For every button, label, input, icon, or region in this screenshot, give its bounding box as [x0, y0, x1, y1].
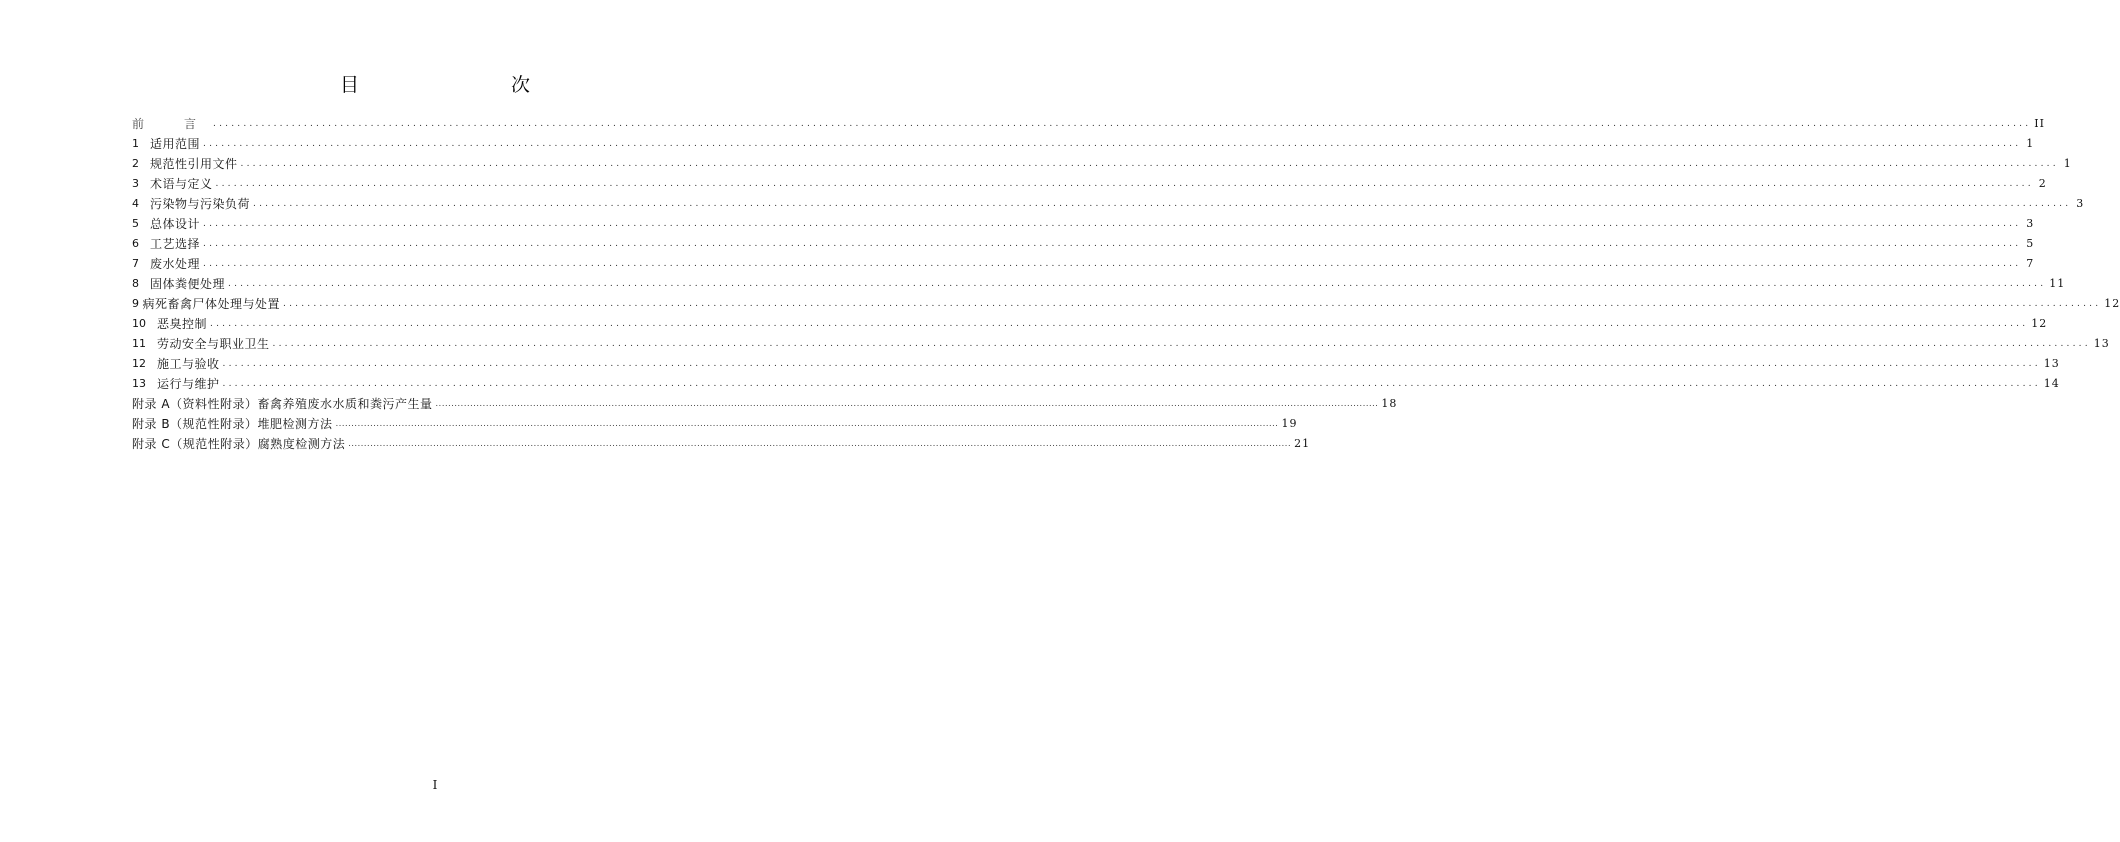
toc-entry-1[interactable]: [132, 131, 2035, 151]
toc-entry-label: 劳动安全与职业卫生: [157, 337, 270, 351]
toc-entry-page: 18: [1381, 397, 1398, 410]
toc-entry-page: 13: [2043, 357, 2060, 370]
toc-entry-page: 19: [1281, 417, 1298, 430]
dot-leader: ............................................................................................................................................................................................................................................................................................................: [213, 119, 2032, 129]
toc-entry-number: 12: [132, 357, 157, 370]
toc-entry-13[interactable]: [132, 371, 2060, 391]
toc-entry-3[interactable]: [132, 171, 2047, 191]
toc-entry-page: 11: [2049, 277, 2066, 290]
toc-entry-9[interactable]: [132, 291, 2120, 311]
toc-entry-number: 5: [132, 217, 150, 230]
toc-entry-label: 运行与维护: [157, 377, 220, 391]
toc-entry-page: 1: [2063, 157, 2072, 170]
toc-entry-label: 适用范围: [150, 137, 201, 151]
toc-entry-page: 12: [2031, 317, 2048, 330]
toc-entry-label: 附录 B（规范性附录）堆肥检测方法: [132, 417, 333, 431]
page-title: 目 次: [339, 74, 568, 96]
toc-entry-label: 术语与定义: [150, 177, 213, 191]
dot-leader: ............................................................................................................................................................................................................................................................................................................: [272, 339, 2091, 349]
toc-entry-number: 8: [132, 277, 150, 290]
page-number: I: [432, 778, 438, 792]
toc-entry-page: II: [2034, 117, 2045, 130]
toc-entry-page: 14: [2043, 377, 2060, 390]
toc-entry-7[interactable]: [132, 251, 2035, 271]
toc-entry-number: 9: [132, 297, 143, 310]
dot-leader: ............................................................................................................................................................................................................................................................................................................: [203, 239, 2022, 249]
toc-entry-appendix-b[interactable]: [132, 411, 1298, 431]
toc-entry-number: 3: [132, 177, 150, 190]
toc-entry-label: 施工与验收: [157, 357, 220, 371]
toc-entry-appendix-a[interactable]: [132, 391, 1398, 411]
toc-entry-label: 恶臭控制: [157, 317, 208, 331]
toc-entry-preface[interactable]: [132, 111, 2045, 131]
toc-entry-12[interactable]: [132, 351, 2060, 371]
toc-entry-page: 3: [2076, 197, 2085, 210]
toc-entry-label: 病死畜禽尸体处理与处置: [142, 297, 281, 311]
toc-entry-11[interactable]: [132, 331, 2110, 351]
toc-entry-5[interactable]: [132, 211, 2035, 231]
toc-entry-number: 4: [132, 197, 150, 210]
toc-entry-page: 2: [2038, 177, 2047, 190]
dot-leader: ............................................................................................................................................................................................................................................................................................................: [253, 199, 2072, 209]
toc-entry-number: 13: [132, 377, 157, 390]
toc-entry-label: 工艺选择: [150, 237, 201, 251]
toc-entry-label: 附录 C（规范性附录）腐熟度检测方法: [132, 437, 346, 451]
dot-leader: ............................................................................................................................................................................................................................................................................................................: [283, 299, 2102, 309]
toc-entry-page: 3: [2026, 217, 2035, 230]
toc-entry-page: 1: [2026, 137, 2035, 150]
dot-leader: ............................................................................................................................................................................................................................................................................................................: [335, 419, 1279, 428]
toc-entry-number: 2: [132, 157, 150, 170]
toc-entry-number: 11: [132, 337, 157, 350]
dot-leader: ............................................................................................................................................................................................................................................................................................................: [203, 219, 2022, 229]
toc-entry-label: 固体粪便处理: [150, 277, 226, 291]
toc-entry-label: 总体设计: [150, 217, 201, 231]
toc-entry-6[interactable]: [132, 231, 2035, 251]
dot-leader: ............................................................................................................................................................................................................................................................................................................: [203, 139, 2022, 149]
toc-entry-4[interactable]: [132, 191, 2085, 211]
dot-leader: ............................................................................................................................................................................................................................................................................................................: [240, 159, 2059, 169]
toc-entry-label: 废水处理: [150, 257, 201, 271]
toc-entry-8[interactable]: [132, 271, 2066, 291]
toc-entry-page: 7: [2026, 257, 2035, 270]
toc-entry-page: 12: [2104, 297, 2120, 310]
toc-entry-number: 6: [132, 237, 150, 250]
toc-entry-label: 前 言: [132, 117, 211, 131]
dot-leader: ............................................................................................................................................................................................................................................................................................................: [203, 259, 2022, 269]
dot-leader: ............................................................................................................................................................................................................................................................................................................: [222, 379, 2041, 389]
toc-entry-label: 规范性引用文件: [150, 157, 238, 171]
toc-entry-label: 附录 A（资料性附录）畜禽养殖废水水质和粪污产生量: [132, 397, 433, 411]
table-of-contents: [132, 111, 2120, 451]
dot-leader: ............................................................................................................................................................................................................................................................................................................: [348, 439, 1292, 448]
toc-entry-number: 1: [132, 137, 150, 150]
toc-entry-page: 5: [2026, 237, 2035, 250]
toc-entry-number: 10: [132, 317, 157, 330]
toc-entry-label: 污染物与污染负荷: [150, 197, 251, 211]
toc-entry-number: 7: [132, 257, 150, 270]
dot-leader: ............................................................................................................................................................................................................................................................................................................: [222, 359, 2041, 369]
toc-entry-2[interactable]: [132, 151, 2072, 171]
toc-entry-page: 21: [1294, 437, 1311, 450]
dot-leader: ............................................................................................................................................................................................................................................................................................................: [215, 179, 2034, 189]
toc-entry-appendix-c[interactable]: [132, 431, 1311, 451]
dot-leader: ............................................................................................................................................................................................................................................................................................................: [210, 319, 2029, 329]
toc-entry-page: 13: [2093, 337, 2110, 350]
toc-entry-10[interactable]: [132, 311, 2048, 331]
dot-leader: ............................................................................................................................................................................................................................................................................................................: [435, 399, 1379, 408]
dot-leader: ............................................................................................................................................................................................................................................................................................................: [228, 279, 2047, 289]
